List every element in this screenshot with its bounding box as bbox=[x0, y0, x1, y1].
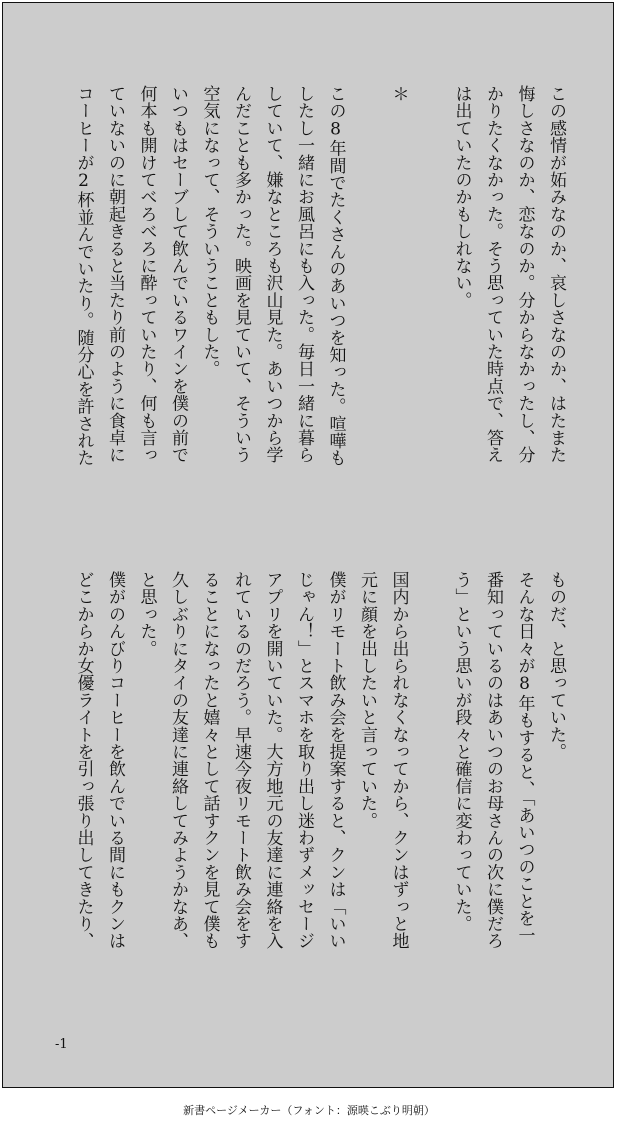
text-line: 悔しさなのか、恋なのか。分からなかったし、分 bbox=[514, 85, 535, 464]
text-line: う」という思いが段々と確信に変わっていた。 bbox=[451, 571, 472, 933]
text-line: この8年間でたくさんのあいつを知った。喧嘩も bbox=[325, 85, 346, 467]
text-line: どこからか女優ライトを引っ張り出してきたり、 bbox=[73, 571, 94, 950]
lower-text-block bbox=[43, 571, 571, 1011]
text-line bbox=[414, 571, 446, 1011]
text-line: 空気になって、そういうこともした。 bbox=[199, 85, 220, 378]
text-line: 番知っているのはあいつのお母さんの次に僕だろ bbox=[483, 571, 503, 950]
upper-text-block bbox=[43, 85, 571, 525]
text-line: は出ていたのかもしれない。 bbox=[451, 85, 472, 309]
text-line: じゃん！」とスマホを取り出し迷わずメッセージ bbox=[294, 571, 314, 950]
text-line: んだことも多かった。映画を見ていて、そういう bbox=[231, 85, 251, 464]
text-line: アプリを開いていた。大方地元の友達に連絡を入 bbox=[262, 571, 283, 950]
text-line: そんな日々が8年もすると、「あいつのことを一 bbox=[514, 571, 535, 944]
text-line: 元に顔を出したいと言っていた。 bbox=[357, 571, 377, 829]
footer-credit: 新書ページメーカー（フォント：源暎こぶり明朝） bbox=[183, 1104, 435, 1117]
text-line: していて、嫌なところも沢山見た。あいつから学 bbox=[262, 85, 283, 464]
text-line: 僕がのんびりコーヒーを飲んでいる間にもクンは bbox=[105, 571, 125, 950]
page-number: -1 bbox=[55, 1037, 68, 1052]
text-line: いつもはセーブして飲んでいるワインを僕の前で bbox=[168, 85, 188, 464]
text-line: したし一緒にお風呂にも入った。毎日一緒に暮ら bbox=[294, 85, 314, 464]
text-line: ていないのに朝起きると当たり前のように食卓に bbox=[105, 85, 125, 464]
text-line: 僕がリモート飲み会を提案すると、クンは「いい bbox=[325, 571, 346, 950]
text-line: ＊ bbox=[388, 85, 409, 103]
text-line: と思った。 bbox=[136, 571, 157, 657]
text-line: コーヒーが2杯並んでいたり。随分心を許された bbox=[73, 85, 94, 467]
book-page bbox=[2, 2, 614, 1088]
text-line bbox=[414, 85, 446, 525]
text-line bbox=[351, 85, 383, 525]
text-line: ることになったと嬉々として話すクンを見て僕も bbox=[199, 571, 220, 950]
text-line: 国内から出られなくなってから、クンはずっと地 bbox=[388, 571, 409, 950]
text-line: かりたくなかった。そう思っていた時点で、答え bbox=[483, 85, 503, 464]
text-line: ものだ、と思っていた。 bbox=[546, 571, 566, 761]
text-line: 何本も開けてべろべろに酔っていたり、何も言っ bbox=[136, 85, 157, 464]
text-line: 久しぶりにタイの友達に連絡してみようかなあ、 bbox=[168, 571, 188, 950]
text-line: この感情が妬みなのか、哀しさなのか、はたまた bbox=[546, 85, 566, 464]
text-line: れているのだろう。早速今夜リモート飲み会をす bbox=[231, 571, 251, 950]
